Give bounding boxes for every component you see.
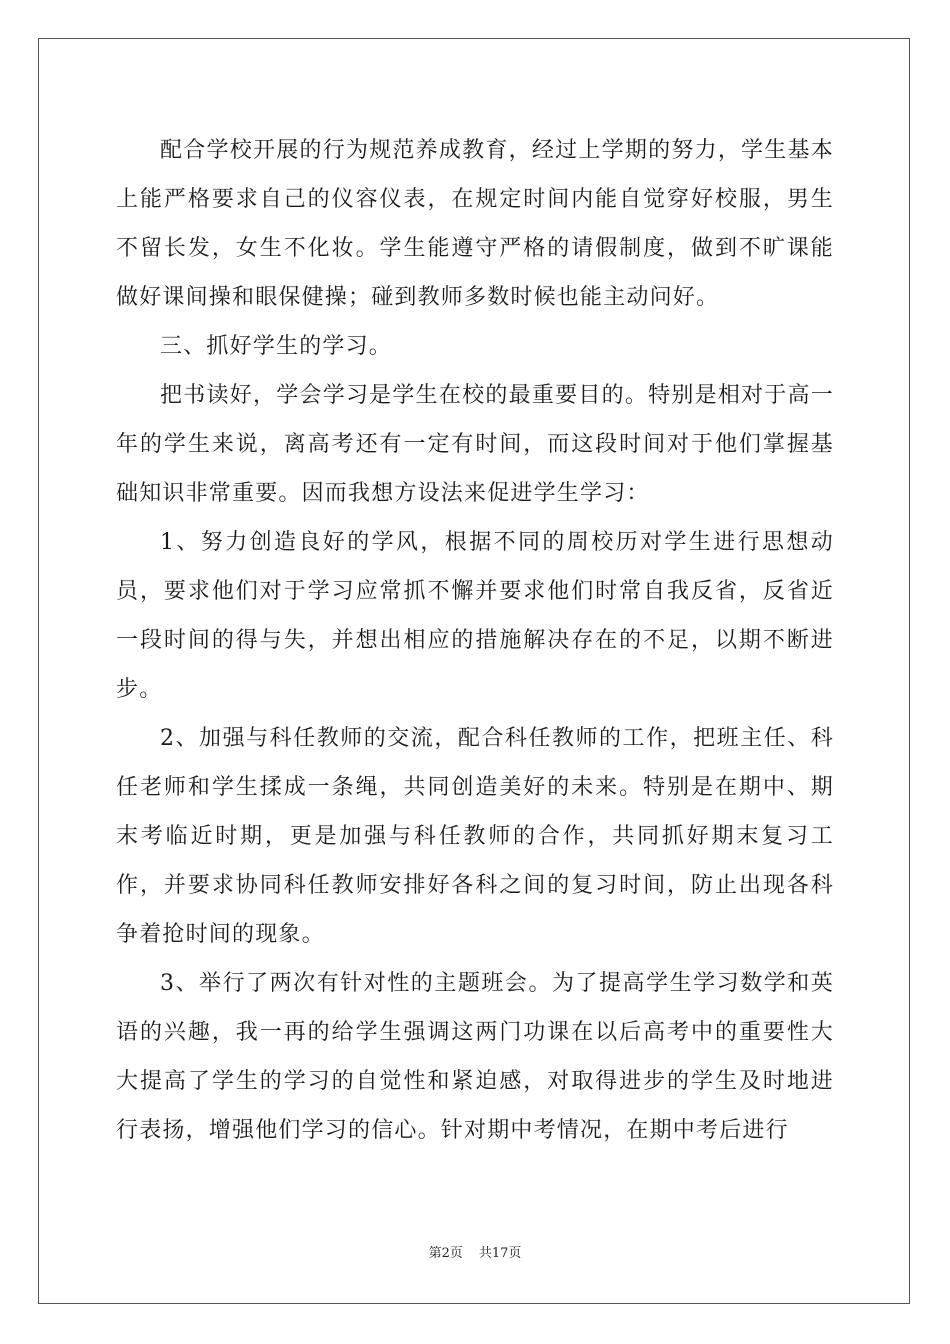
section-heading-study: 三、抓好学生的学习。: [160, 334, 393, 359]
document-body: [116, 126, 834, 1155]
paragraph-item-3: 3、举行了两次有针对性的主题班会。为了提高学生学习数学和英语的兴趣，我一再的给学生强调这两门功课在以后高考中的重要性大大提高了学生的学习的自觉性和紧迫感，对取得进步的学生及时地进行表扬，增强他们学习的信心。针对期中考情况，在期中考后进行: [116, 971, 834, 1143]
page-footer: [0, 1246, 950, 1262]
paragraph-study-intro: 把书读好，学会学习是学生在校的最重要目的。特别是相对于高一年的学生来说，离高考还有一定有时间，而这段时间对于他们掌握基础知识非常重要。因而我想方设法来促进学生学习：: [116, 383, 834, 506]
page-number: 第2页: [428, 1246, 463, 1261]
page-total: 共17页: [478, 1246, 522, 1261]
paragraph-conduct: 配合学校开展的行为规范养成教育，经过上学期的努力，学生基本上能严格要求自己的仪容仪表，在规定时间内能自觉穿好校服，男生不留长发，女生不化妆。学生能遵守严格的请假制度，做到不旷课能做好课间操和眼保健操；碰到教师多数时候也能主动问好。: [116, 138, 834, 310]
paragraph-item-1: 1、努力创造良好的学风，根据不同的周校历对学生进行思想动员，要求他们对于学习应常抓不懈并要求他们时常自我反省，反省近一段时间的得与失，并想出相应的措施解决存在的不足，以期不断进步。: [116, 530, 834, 702]
paragraph-item-2: 2、加强与科任教师的交流，配合科任教师的工作，把班主任、科任老师和学生揉成一条绳，共同创造美好的未来。特别是在期中、期末考临近时期，更是加强与科任教师的合作，共同抓好期末复习工作，并要求协同科任教师安排好各科之间的复习时间，防止出现各科争着抢时间的现象。: [116, 726, 834, 947]
